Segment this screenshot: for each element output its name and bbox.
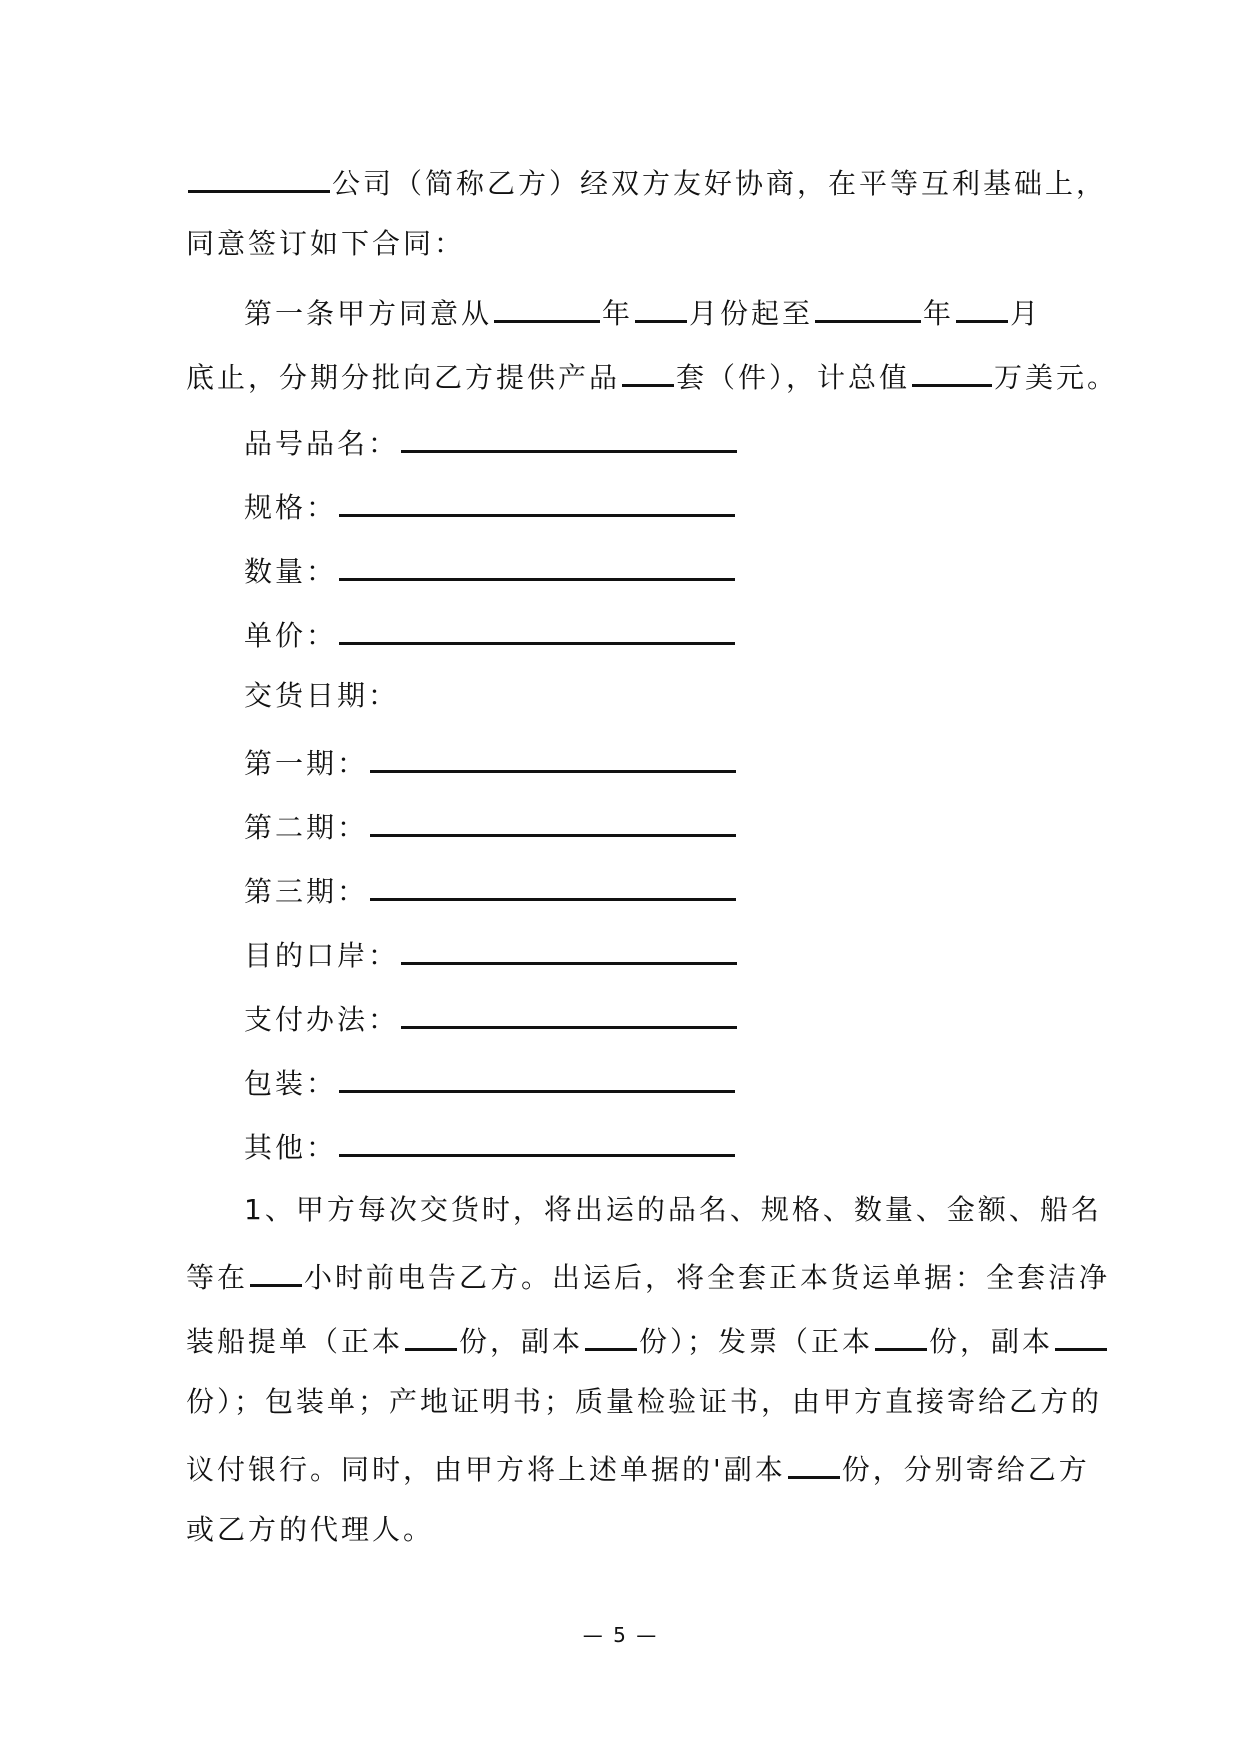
- end-month-blank: [956, 290, 1008, 323]
- sets-blank: [622, 354, 674, 387]
- start-month-blank: [635, 290, 687, 323]
- year-label: 年: [923, 297, 955, 330]
- article-1-text: 第一条甲方同意从: [244, 297, 493, 330]
- start-year-blank: [494, 290, 600, 323]
- copies-blank: [788, 1446, 840, 1479]
- intro-line-1: [186, 160, 1107, 204]
- field-label: 第二期：: [244, 811, 369, 844]
- field-label: 品号品名：: [244, 427, 400, 460]
- clause-text: 1、甲方每次交货时，将出运的品名、规格、数量、金额、船名: [244, 1193, 1102, 1226]
- clause-text: 份）；包装单；产地证明书；质量检验证书，由甲方直接寄给乙方的: [186, 1385, 1103, 1418]
- field-quantity: [244, 548, 737, 592]
- end-year-blank: [815, 290, 921, 323]
- clause-1-line-5: [186, 1446, 1090, 1490]
- fill-line: [339, 1060, 735, 1093]
- fill-line: [370, 868, 736, 901]
- clause-text: 等在: [186, 1261, 249, 1294]
- field-label: 其他：: [244, 1131, 338, 1164]
- clause-1-line-1: [244, 1190, 1102, 1230]
- clause-text: 议付银行。同时，由甲方将上述单据的'副本: [186, 1453, 786, 1486]
- fill-line: [339, 612, 735, 645]
- clause-text: 份，副本: [929, 1325, 1054, 1358]
- fill-line: [370, 804, 736, 837]
- field-phase-1: [244, 740, 738, 784]
- clause-text: 份，副本: [459, 1325, 584, 1358]
- field-spec: [244, 484, 737, 528]
- clause-text: 小时前电告乙方。出运后，将全套正本货运单据：全套洁净: [304, 1261, 1111, 1294]
- field-label: 单价：: [244, 619, 338, 652]
- clause-1-line-4: [186, 1382, 1102, 1422]
- fill-line: [401, 932, 737, 965]
- total-value-blank: [912, 354, 992, 387]
- article-1-line-1: [244, 290, 1041, 334]
- field-unit-price: [244, 612, 737, 656]
- company-name-blank: [188, 160, 330, 193]
- field-label: 规格：: [244, 491, 338, 524]
- copy-invoice-blank: [1055, 1318, 1107, 1351]
- clause-text: 份，分别寄给乙方: [841, 1453, 1090, 1486]
- clause-1-line-2: [186, 1254, 1110, 1298]
- fill-line: [401, 996, 737, 1029]
- field-label: 目的口岸：: [244, 939, 400, 972]
- fill-line: [370, 740, 736, 773]
- year-label: 年: [602, 297, 634, 330]
- field-product-name: [244, 420, 739, 464]
- original-invoice-blank: [875, 1318, 927, 1351]
- intro-line-2: [186, 224, 465, 264]
- field-delivery-date: [244, 676, 399, 716]
- hours-blank: [250, 1254, 302, 1287]
- fill-line: [339, 484, 735, 517]
- field-label: 包装：: [244, 1067, 338, 1100]
- field-other: [244, 1124, 737, 1168]
- field-label: 数量：: [244, 555, 338, 588]
- fill-line: [339, 1124, 735, 1157]
- original-bl-blank: [405, 1318, 457, 1351]
- field-payment: [244, 996, 739, 1040]
- intro-text-1: 公司（简称乙方）经双方友好协商，在平等互利基础上，: [332, 167, 1108, 200]
- month-from-label: 月份起至: [689, 297, 814, 330]
- field-label: 交货日期：: [244, 679, 400, 712]
- article-1-line-2: [186, 354, 1118, 398]
- field-label: 第一期：: [244, 747, 369, 780]
- clause-text: 或乙方的代理人。: [186, 1513, 435, 1546]
- month-label: 月: [1010, 297, 1042, 330]
- field-phase-2: [244, 804, 738, 848]
- clause-1-line-3: [186, 1318, 1109, 1362]
- field-port: [244, 932, 739, 976]
- article-1-text: 底止，分期分批向乙方提供产品: [186, 361, 621, 394]
- copy-bl-blank: [585, 1318, 637, 1351]
- page-number: — 5 —: [582, 1623, 659, 1647]
- article-1-text: 万美元。: [994, 361, 1119, 394]
- clause-text: 装船提单（正本: [186, 1325, 404, 1358]
- field-packing: [244, 1060, 737, 1104]
- intro-text-2: 同意签订如下合同：: [186, 227, 466, 260]
- clause-text: 份）；发票（正本: [639, 1325, 874, 1358]
- fill-line: [339, 548, 735, 581]
- field-phase-3: [244, 868, 738, 912]
- field-label: 支付办法：: [244, 1003, 400, 1036]
- article-1-text: 套（件），计总值: [676, 361, 911, 394]
- fill-line: [401, 420, 737, 453]
- clause-1-line-6: [186, 1510, 434, 1550]
- field-label: 第三期：: [244, 875, 369, 908]
